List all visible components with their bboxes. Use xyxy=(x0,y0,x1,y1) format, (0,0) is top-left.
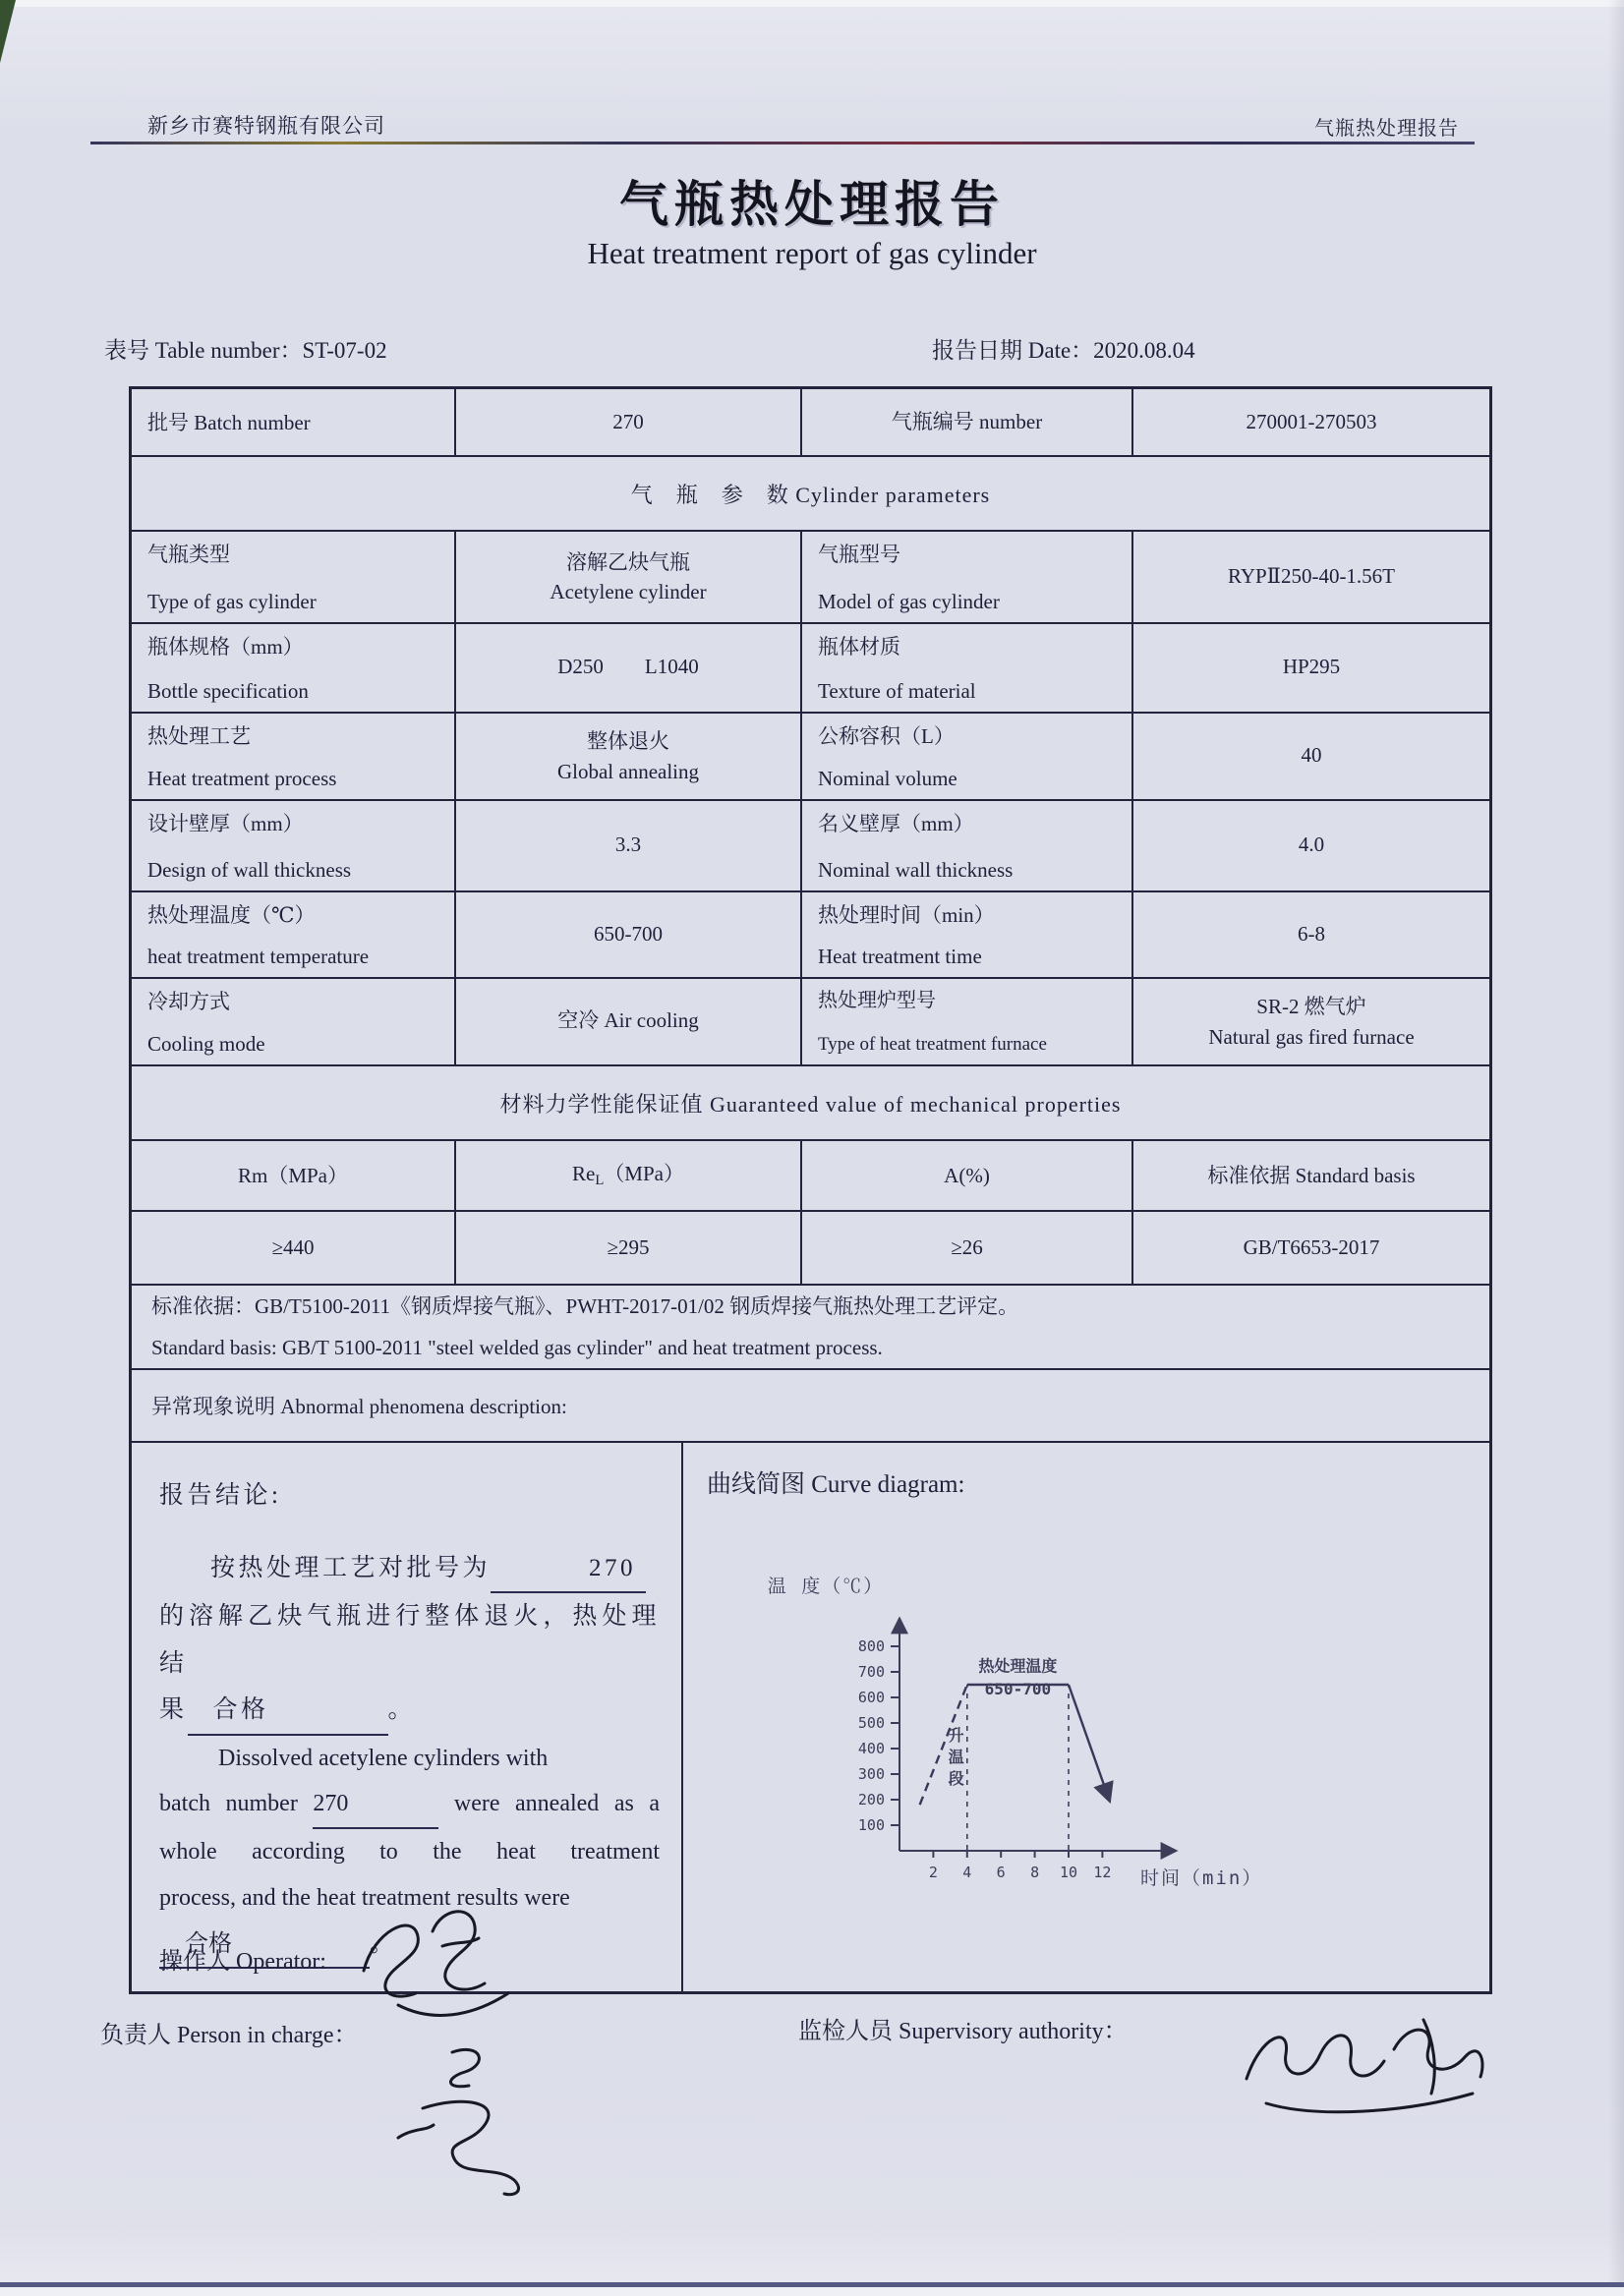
en-line: Nominal volume xyxy=(818,766,957,790)
zh-text: 按热处理工艺对批号为 xyxy=(210,1554,492,1581)
svg-text:2: 2 xyxy=(928,1864,938,1881)
zh-line: HP295 xyxy=(1282,655,1341,679)
cell-rel-header xyxy=(456,1141,802,1212)
zh-line: 溶解乙炔气瓶 xyxy=(566,549,690,574)
conclusion-title: 报告结论: xyxy=(159,1482,282,1509)
en-line: Heat treatment time xyxy=(818,944,982,968)
standard-basis-header: 标准依据 Standard basis xyxy=(1207,1163,1416,1187)
zh-text: 。 xyxy=(387,1696,417,1723)
cell-r4-c4 xyxy=(1133,624,1489,714)
zh-line: SR-2 燃气炉 xyxy=(1256,995,1366,1019)
report-date-label: 报告日期 Date： xyxy=(932,338,1094,363)
a-header: A(%) xyxy=(944,1163,990,1187)
en-text: 。 xyxy=(370,1930,393,1957)
batch-label: 批号 Batch number xyxy=(147,411,311,435)
rm-header: Rm（MPa） xyxy=(237,1163,348,1187)
zh-line: 瓶体材质 xyxy=(818,635,900,659)
cell-r5-c2 xyxy=(456,714,802,801)
en-line: Global annealing xyxy=(556,759,700,783)
cell-r6-c3 xyxy=(802,801,1133,892)
zh-line: 热处理温度（℃） xyxy=(147,903,316,927)
a-value: ≥26 xyxy=(951,1235,983,1260)
svg-text:升温段: 升温段 xyxy=(948,1726,964,1789)
conclusion-zh-line2: 的溶解乙炔气瓶进行整体退火，热处理结 xyxy=(159,1603,660,1677)
cell-r3-c3 xyxy=(802,532,1133,624)
zh-line: 空冷 Air cooling xyxy=(557,1008,699,1033)
zh-line: 整体退火 xyxy=(587,729,669,754)
cell-r8-c1 xyxy=(132,979,456,1066)
conclusion-zh-line3 xyxy=(159,1687,660,1736)
table-number-line xyxy=(104,332,387,365)
standard-basis-value: GB/T6653-2017 xyxy=(1243,1235,1380,1260)
conclusion-en-line2 xyxy=(159,1781,660,1829)
en-line: Texture of material xyxy=(818,678,976,703)
cell-rel-value xyxy=(456,1212,802,1286)
svg-text:12: 12 xyxy=(1093,1864,1112,1881)
en-line: Model of gas cylinder xyxy=(818,589,1000,613)
cell-r8-c4 xyxy=(1133,979,1489,1066)
person-in-charge-signature xyxy=(369,2035,565,2202)
cylinder-number-value: 270001-270503 xyxy=(1246,410,1377,434)
result-underlined-en: 合格 xyxy=(159,1922,370,1970)
zh-line: 名义壁厚（mm） xyxy=(818,812,974,835)
svg-text:800: 800 xyxy=(857,1637,885,1655)
zh-line: 公称容积（L） xyxy=(818,724,955,748)
zh-line: 设计壁厚（mm） xyxy=(147,812,304,835)
en-line: Type of heat treatment furnace xyxy=(818,1034,1047,1056)
cell-cylinder-number-label xyxy=(802,389,1133,457)
scan-corner-artifact xyxy=(0,0,16,63)
cell-abnormal-description: 异常现象说明 Abnormal phenomena description: xyxy=(132,1370,1489,1443)
operator-signature xyxy=(339,1887,526,2035)
person-in-charge-line: 负责人 Person in charge： xyxy=(100,2023,358,2048)
svg-text:300: 300 xyxy=(857,1765,885,1783)
en-text: were annealed as a xyxy=(453,1791,660,1817)
svg-text:600: 600 xyxy=(857,1689,885,1706)
zh-line: 热处理炉型号 xyxy=(818,990,936,1011)
operator-line: 操作人 Operator: xyxy=(159,1949,326,1975)
table-number-value: ST-07-02 xyxy=(302,338,387,363)
cell-r6-c1 xyxy=(132,801,456,892)
report-table xyxy=(129,386,1492,1994)
svg-text:200: 200 xyxy=(857,1791,885,1808)
svg-text:4: 4 xyxy=(962,1864,972,1881)
header-company: 新乡市赛特钢瓶有限公司 xyxy=(147,114,385,138)
zh-text: 果 xyxy=(159,1696,188,1723)
report-date-line xyxy=(932,332,1195,365)
zh-line: 热处理时间（min） xyxy=(818,903,995,927)
en-line: heat treatment temperature xyxy=(147,944,370,968)
cell-standard-basis-note xyxy=(132,1286,1489,1370)
cell-standard-basis-header xyxy=(1133,1141,1489,1212)
cell-batch-label xyxy=(132,389,456,457)
conclusion-en-line4: process, and the heat treatment results were xyxy=(159,1884,570,1911)
cell-r4-c3 xyxy=(802,624,1133,714)
cell-a-header xyxy=(802,1141,1133,1212)
scan-bottom-paper xyxy=(0,2287,1624,2296)
cell-r5-c1 xyxy=(132,714,456,801)
zh-line: RYPⅡ250-40-1.56T xyxy=(1227,563,1396,588)
svg-text:400: 400 xyxy=(857,1740,885,1757)
en-line: Heat treatment process xyxy=(147,766,337,790)
rel-base: Re xyxy=(572,1162,596,1186)
svg-text:700: 700 xyxy=(857,1663,885,1681)
zh-line: 3.3 xyxy=(614,832,642,857)
cell-rm-header xyxy=(132,1141,456,1212)
curve-diagram-title: 曲线简图 Curve diagram: xyxy=(707,1471,965,1498)
svg-text:10: 10 xyxy=(1059,1864,1078,1881)
zh-line: 冷却方式 xyxy=(147,990,230,1013)
svg-text:650-700: 650-700 xyxy=(984,1679,1052,1698)
en-line: Cooling mode xyxy=(147,1031,265,1056)
standard-basis-zh: 标准依据：GB/T5100-2011《钢质焊接气瓶》、PWHT-2017-01/02 钢质焊接气瓶热处理工艺评定。 xyxy=(151,1293,1019,1318)
zh-line: 650-700 xyxy=(594,921,663,946)
svg-text:温 度（℃）: 温 度（℃） xyxy=(767,1576,885,1597)
conclusion-en-line3: whole according to the heat treatment xyxy=(159,1839,660,1866)
cell-r3-c4 xyxy=(1133,532,1489,624)
en-line: Acetylene cylinder xyxy=(550,580,707,603)
curve-cell xyxy=(683,1443,1489,1991)
en-text: batch number xyxy=(159,1791,298,1817)
rel-header xyxy=(572,1160,684,1191)
cell-r7-c1 xyxy=(132,892,456,979)
svg-text:100: 100 xyxy=(857,1816,885,1834)
svg-text:8: 8 xyxy=(1030,1864,1040,1881)
cell-bottom-section xyxy=(132,1443,1489,1991)
cell-r4-c1 xyxy=(132,624,456,714)
zh-line: 4.0 xyxy=(1298,832,1325,857)
supervisory-authority-signature xyxy=(1227,2000,1502,2138)
cell-batch-value xyxy=(456,389,802,457)
page-title-en: Heat treatment report of gas cylinder xyxy=(587,236,1037,270)
rm-value: ≥440 xyxy=(271,1235,315,1260)
zh-line: 6-8 xyxy=(1298,921,1325,946)
table-number-label: 表号 Table number： xyxy=(104,338,303,363)
section-mechanical-properties: 材料力学性能保证值 Guaranteed value of mechanical properties xyxy=(132,1066,1489,1141)
cylinder-number-label: 气瓶编号 number xyxy=(891,410,1043,434)
cell-r7-c2 xyxy=(456,892,802,979)
en-line: Natural gas fired furnace xyxy=(1208,1024,1415,1049)
standard-basis-en: Standard basis: GB/T 5100-2011 "steel welded gas cylinder" and heat treatment process. xyxy=(151,1336,883,1359)
cell-cylinder-number-value xyxy=(1133,389,1489,457)
zh-line: 气瓶类型 xyxy=(147,543,230,566)
curve-chart xyxy=(683,1443,1487,1989)
svg-text:6: 6 xyxy=(996,1864,1006,1881)
batch-number-underlined: 270 xyxy=(491,1545,646,1594)
cell-r7-c3 xyxy=(802,892,1133,979)
result-underlined: 合格 xyxy=(188,1687,388,1736)
zh-line: D250 L1040 xyxy=(557,655,699,679)
scan-edge-top xyxy=(0,0,1624,7)
conclusion-zh-line1 xyxy=(159,1545,660,1594)
zh-line: 40 xyxy=(1301,743,1322,768)
report-date-value: 2020.08.04 xyxy=(1093,338,1195,363)
cell-r3-c2 xyxy=(456,532,802,624)
svg-text:热处理温度: 热处理温度 xyxy=(978,1656,1058,1676)
cell-r5-c3 xyxy=(802,714,1133,801)
cell-r6-c2 xyxy=(456,801,802,892)
scan-edge-right xyxy=(1608,0,1624,2296)
en-line: Nominal wall thickness xyxy=(818,857,1014,882)
cell-r6-c4 xyxy=(1133,801,1489,892)
cell-r4-c2 xyxy=(456,624,802,714)
svg-text:500: 500 xyxy=(857,1714,885,1732)
page-title-zh: 气瓶热处理报告 xyxy=(619,177,1005,232)
cell-r8-c2 xyxy=(456,979,802,1066)
rel-sub: L xyxy=(595,1173,605,1189)
en-line: Design of wall thickness xyxy=(147,857,352,882)
batch-value: 270 xyxy=(612,410,644,434)
svg-text:时间（min）: 时间（min） xyxy=(1140,1867,1263,1889)
cell-rm-value xyxy=(132,1212,456,1286)
rel-value: ≥295 xyxy=(607,1235,650,1260)
cell-r7-c4 xyxy=(1133,892,1489,979)
conclusion-en-line1: Dissolved acetylene cylinders with xyxy=(218,1745,549,1771)
section-cylinder-parameters: 气 瓶 参 数 Cylinder parameters xyxy=(132,457,1489,532)
supervisory-authority-line: 监检人员 Supervisory authority： xyxy=(798,2019,1128,2044)
cell-r3-c1 xyxy=(132,532,456,624)
en-line: Bottle specification xyxy=(147,678,309,703)
header-doc-type: 气瓶热处理报告 xyxy=(1314,118,1459,140)
cell-a-value xyxy=(802,1212,1133,1286)
cell-standard-basis-value xyxy=(1133,1212,1489,1286)
zh-line: 气瓶型号 xyxy=(818,543,900,566)
cell-r8-c3 xyxy=(802,979,1133,1066)
rel-rest: （MPa） xyxy=(604,1162,684,1186)
zh-line: 热处理工艺 xyxy=(147,724,251,748)
zh-line: 瓶体规格（mm） xyxy=(147,635,304,659)
header-rule xyxy=(90,142,1475,144)
en-line: Type of gas cylinder xyxy=(147,589,317,613)
cell-r5-c4 xyxy=(1133,714,1489,801)
batch-number-underlined-en: 270 xyxy=(313,1781,438,1829)
